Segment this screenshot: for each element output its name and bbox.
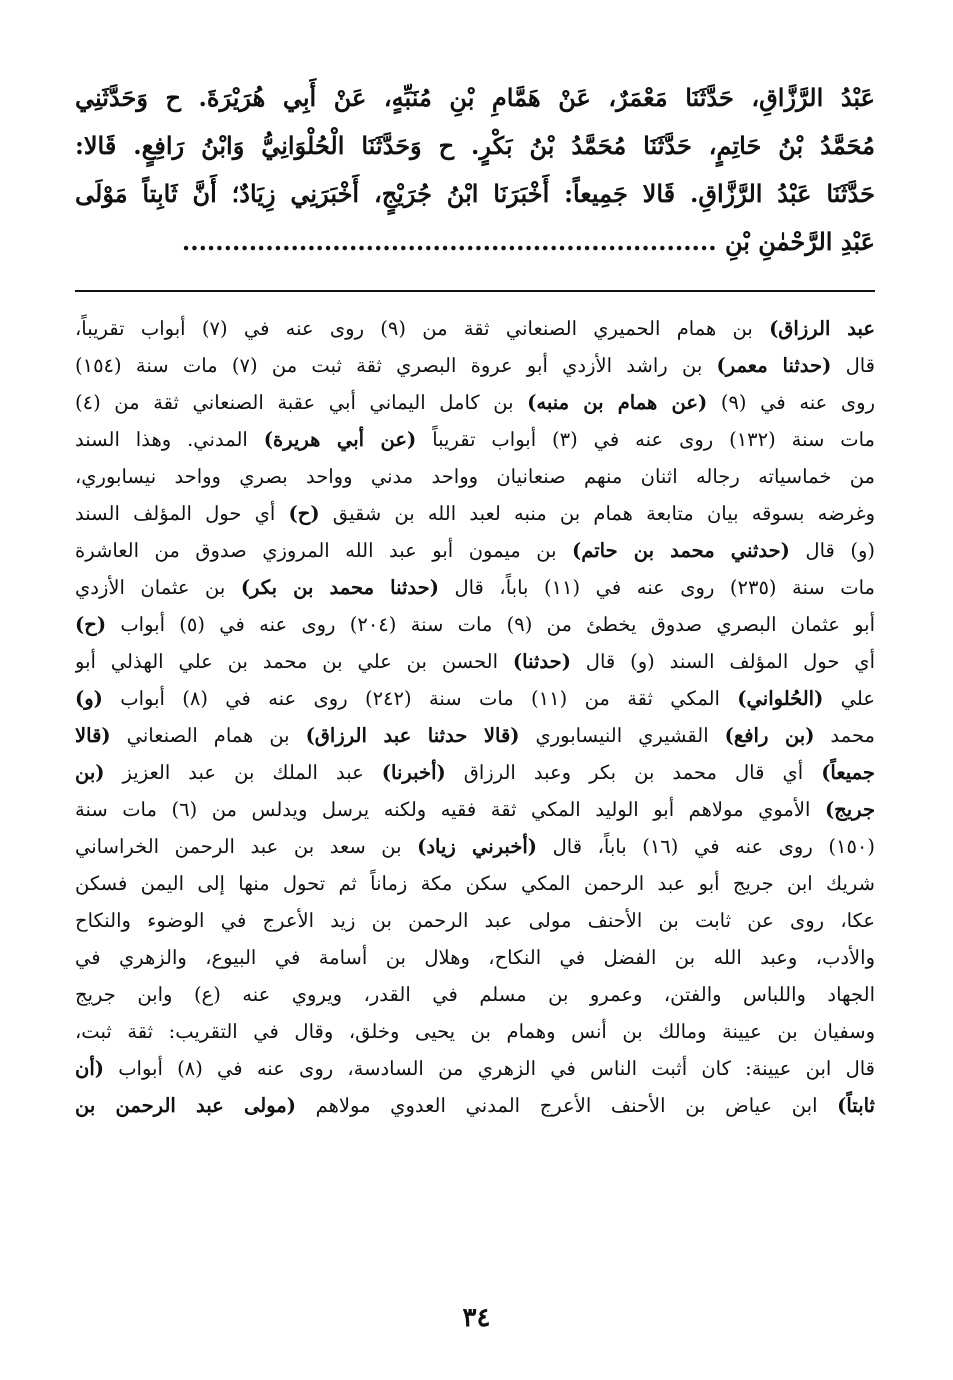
page-number: ٣٤	[462, 1303, 491, 1333]
commentary-segment: بن همام الحميري الصنعاني ثقة من (٩) روى عنه في (٧) أبواب تقريباً،	[75, 317, 770, 340]
commentary-line	[75, 495, 875, 532]
commentary-segment: ابن عياض بن الأحنف الأعرج المدني العدوي مولاهم	[295, 1094, 838, 1117]
commentary-segment: الحسن بن علي بن محمد بن علي الهذلي أبو	[75, 650, 513, 673]
commentary-segment: عكا، روى عن ثابت بن الأحنف مولى عبد الرحمن بن زيد الأعرج في الوضوء والنكاح	[75, 909, 875, 932]
commentary-line	[75, 828, 875, 865]
commentary-bold-segment: (قالا	[75, 724, 111, 747]
commentary-segment: عبد الملك بن عبد العزيز	[104, 761, 382, 784]
commentary-line	[75, 902, 875, 939]
commentary-segment: علي	[823, 687, 875, 710]
commentary-segment: مات سنة (٢٣٥) روى عنه في (١١) باباً، قال	[438, 576, 875, 599]
commentary-bold-segment: (ح)	[288, 502, 320, 525]
commentary-bold-segment: عبد الرزاق)	[769, 317, 875, 340]
commentary-segment: بن كامل اليماني أبي عقبة الصنعاني ثقة من (٤)	[75, 391, 528, 414]
commentary-line	[75, 791, 875, 828]
commentary-segment: القشيري النيسابوري	[519, 724, 725, 747]
commentary-bold-segment: (مولى عبد الرحمن بن	[75, 1094, 296, 1117]
commentary-block	[75, 310, 875, 1124]
commentary-segment: أي قال محمد بن بكر وعبد الرزاق	[445, 761, 822, 784]
commentary-segment: وغرضه بسوقه بيان متابعة همام بن منبه لعبد الله بن شقيق	[319, 502, 875, 525]
commentary-line	[75, 347, 875, 384]
commentary-line	[75, 569, 875, 606]
commentary-bold-segment: (الحُلواني)	[737, 687, 824, 710]
commentary-bold-segment: (حدثنا محمد بن بكر)	[240, 576, 439, 599]
commentary-line	[75, 421, 875, 458]
hadith-line: حَدَّثَنَا عَبْدُ الرَّزَّاقِ. قَالا جَمِيعاً: أَخْبَرَنَا ابْنُ جُرَيْجٍ، أَخْبَرَنِي زِيَادٌ؛ أَنَّ ثَابِتاً مَوْلَى	[75, 179, 875, 208]
commentary-segment: مات سنة (١٣٢) روى عنه في (٣) أبواب تقريباً	[416, 428, 875, 451]
commentary-segment: المكي ثقة من (١١) مات سنة (٢٤٢) روى عنه في (٨) أبواب	[102, 687, 738, 710]
commentary-segment: الجهاد واللباس والفتن، وعمرو بن مسلم في القدر، ويروي عنه (ع) وابن جريج	[75, 983, 875, 1006]
commentary-segment: بن راشد الأزدي أبو عروة البصري ثقة ثبت من (٧) مات سنة (١٥٤)	[75, 354, 717, 377]
hadith-line: مُحَمَّدُ بْنُ حَاتِمٍ، حَدَّثَنَا مُحَمَّدُ بْنُ بَكْرٍ. ح وَحَدَّثَنَا الْحُلْوَانِيُّ وَابْنُ رَافِعٍ. قَالا:	[75, 131, 875, 160]
commentary-bold-segment: (عن همام بن منبه)	[527, 391, 708, 414]
commentary-line	[75, 1013, 875, 1050]
commentary-segment: قال	[831, 354, 875, 377]
commentary-segment: أي حول المؤلف السند	[75, 502, 289, 525]
commentary-segment: بن سعد بن عبد الرحمن الخراساني	[75, 835, 418, 858]
commentary-line	[75, 310, 875, 347]
commentary-bold-segment: (أن	[75, 1057, 104, 1080]
commentary-line	[75, 458, 875, 495]
commentary-bold-segment: (أخبرنا)	[381, 761, 446, 784]
commentary-segment: قال ابن عيينة: كان أثبت الناس في الزهري من السادسة، روى عنه في (٨) أبواب	[103, 1057, 875, 1080]
commentary-bold-segment: (بن رافع)	[724, 724, 815, 747]
commentary-bold-segment: (و)	[75, 687, 103, 710]
commentary-segment: أبو عثمان البصري صدوق يخطئ من (٩) مات سنة (٢٠٤) روى عنه في (٥) أبواب	[106, 613, 875, 636]
commentary-bold-segment: (ح)	[75, 613, 107, 636]
commentary-segment: روى عنه في (٩)	[707, 391, 875, 414]
commentary-line	[75, 754, 875, 791]
commentary-segment: شريك ابن جريج أبو عبد الرحمن المكي سكن مكة زماناً ثم تحول منها إلى اليمن فسكن	[75, 872, 875, 895]
commentary-bold-segment: (أخبرني زياد)	[417, 835, 538, 858]
commentary-bold-segment: (عن أبي هريرة)	[263, 428, 417, 451]
commentary-bold-segment: جميعاً)	[821, 761, 875, 784]
commentary-line	[75, 606, 875, 643]
commentary-bold-segment: ثابتاً)	[837, 1094, 875, 1117]
commentary-segment: (١٥٠) روى عنه في (١٦) باباً، قال	[537, 835, 875, 858]
commentary-line	[75, 532, 875, 569]
commentary-line	[75, 643, 875, 680]
commentary-bold-segment: (حدثني محمد بن حاتم)	[572, 539, 790, 562]
commentary-bold-segment: (بن	[75, 761, 105, 784]
commentary-segment: من خماسياته رجاله اثنان منهم صنعانيان وواحد مدني وواحد بصري وواحد نيسابوري،	[75, 465, 875, 488]
commentary-segment: بن ميمون أبو عبد الله المروزي صدوق من العاشرة	[75, 539, 573, 562]
commentary-line	[75, 939, 875, 976]
commentary-bold-segment: (قالا حدثنا عبد الرزاق)	[305, 724, 520, 747]
commentary-line	[75, 1087, 875, 1124]
commentary-bold-segment: (حدثنا معمر)	[716, 354, 832, 377]
hadith-line: عَبْدِ الرَّحْمٰنِ بْنِ ................................................................	[181, 227, 875, 256]
commentary-segment: محمد	[814, 724, 875, 747]
hadith-text-block	[75, 74, 875, 266]
hadith-line: عَبْدُ الرَّزَّاقِ، حَدَّثَنَا مَعْمَرٌ، عَنْ هَمَّامِ بْنِ مُنَبِّهٍ، عَنْ أَبِي هُرَيْرَةَ. ح وَحَدَّثَنِي	[75, 83, 875, 112]
commentary-segment: أي حول المؤلف السند (و) قال	[570, 650, 875, 673]
footnote-separator	[75, 290, 875, 292]
commentary-line	[75, 1050, 875, 1087]
commentary-line	[75, 865, 875, 902]
commentary-segment: المدني. وهذا السند	[75, 428, 264, 451]
commentary-segment: (و) قال	[789, 539, 875, 562]
commentary-segment: والأدب، وعبد الله بن الفضل في النكاح، وهلال بن أسامة في البيوع، والزهري في	[75, 946, 875, 969]
commentary-segment: الأموي مولاهم أبو الوليد المكي ثقة فقيه ولكنه يرسل ويدلس من (٦) مات سنة	[75, 798, 825, 821]
commentary-segment: وسفيان بن عيينة ومالك بن أنس وهمام بن يحيى وخلق، وقال في التقريب: ثقة ثبت،	[75, 1020, 875, 1043]
commentary-line	[75, 680, 875, 717]
commentary-segment: بن عثمان الأزدي	[75, 576, 241, 599]
commentary-line	[75, 384, 875, 421]
commentary-line	[75, 976, 875, 1013]
commentary-line	[75, 717, 875, 754]
commentary-bold-segment: (حدثنا)	[512, 650, 571, 673]
commentary-segment: بن همام الصنعاني	[110, 724, 306, 747]
commentary-bold-segment: جريج)	[824, 798, 875, 821]
